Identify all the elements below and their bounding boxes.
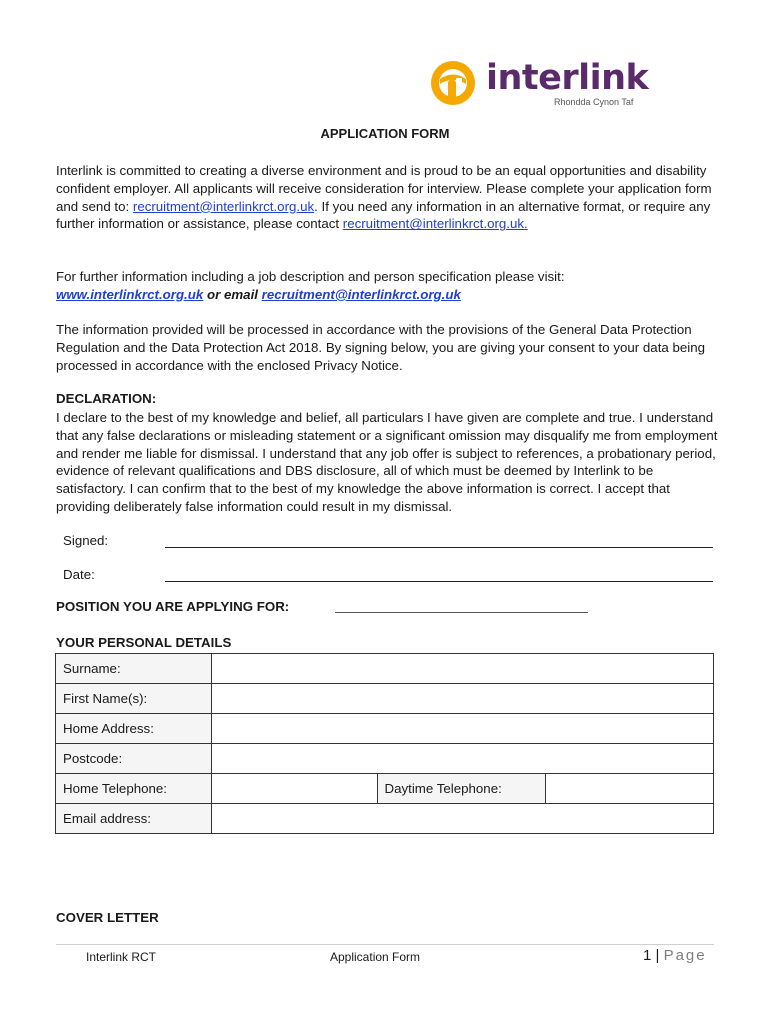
table-row [56,804,714,834]
date-field[interactable] [165,581,713,582]
data-protection-paragraph: The information provided will be processed in accordance with the provisions of the General Data Protection Regulation and the Data Protection Act 2018. By signing below, you are giving your consent to your data being processed in accordance with the enclosed Privacy Notice. [56,322,706,373]
recruitment-email-link-3[interactable]: recruitment@interlinkrct.org.uk [261,286,461,302]
website-link[interactable]: www.interlinkrct.org.uk [56,286,204,302]
declaration-heading: DECLARATION: [56,391,157,406]
footer-organisation: Interlink RCT [86,950,157,964]
home-address-field[interactable] [211,714,713,744]
footer-divider [56,944,714,945]
table-row [56,684,714,714]
logo-subtitle: Rhondda Cynon Taf [554,97,634,107]
surname-label: Surname: [56,654,212,684]
or-email-text: or email [203,286,262,302]
table-row [56,714,714,744]
position-label: POSITION YOU ARE APPLYING FOR: [56,599,290,614]
footer-document-name: Application Form [330,950,421,964]
page-title: APPLICATION FORM [320,126,450,141]
interlink-logo [430,58,649,110]
declaration-text: I declare to the best of my knowledge and belief, all particulars I have given are complete and true. I understand that any false declarations or misleading statement or a significant omission may disqualify me from employment and render me liable for dismissal. I understand that any job offer is subject to references, a probationary period, evidence of relevant qualifications and DBS disclosure, all of which must be deemed by Interlink to be satisfactory. I can confirm that to the best of my knowledge the above information is correct. I accept that providing deliberately false information could result in my dismissal. [56,410,718,514]
first-names-field[interactable] [211,684,713,714]
postcode-field[interactable] [211,744,713,774]
logo-wordmark: interlink [486,58,649,98]
postcode-label: Postcode: [56,744,212,774]
table-row [56,774,714,804]
intro-paragraph-2 [56,268,726,304]
email-label: Email address: [56,804,212,834]
table-row [56,744,714,774]
page-word: Page [663,947,707,964]
email-field[interactable] [211,804,713,834]
personal-details-heading: YOUR PERSONAL DETAILS [56,635,232,650]
intro-text-a: Interlink is committed to creating a diverse environment and is proud to be an equal opportunities and disability confident employer. All applicants will receive consideration for interview. Please complete your application form and send to: [56,163,712,214]
daytime-telephone-label: Daytime Telephone: [377,774,546,804]
page-number: 1 [643,947,652,964]
date-label: Date: [63,567,95,582]
cover-letter-heading: COVER LETTER [56,910,159,925]
intro-paragraph-1 [56,162,726,233]
surname-field[interactable] [211,654,713,684]
footer-page-number [643,947,707,964]
home-address-label: Home Address: [56,714,212,744]
home-telephone-label: Home Telephone: [56,774,212,804]
signed-field[interactable] [165,547,713,548]
recruitment-email-link-2[interactable]: recruitment@interlinkrct.org.uk. [342,216,528,232]
recruitment-email-link-1[interactable]: recruitment@interlinkrct.org.uk [132,198,315,214]
first-names-label: First Name(s): [56,684,212,714]
intro-text-b: . If you need any information in an alternative format, or require any further information or assistance, please contact [56,198,711,232]
home-telephone-field[interactable] [211,774,377,804]
page-separator: | [651,947,664,964]
signed-label: Signed: [63,533,109,548]
interlink-logo-icon [430,60,476,106]
personal-details-table [55,653,714,834]
further-info-text: For further information including a job description and person specification please visit: [56,269,565,284]
table-row [56,654,714,684]
position-field[interactable] [335,612,588,613]
daytime-telephone-field[interactable] [546,774,714,804]
